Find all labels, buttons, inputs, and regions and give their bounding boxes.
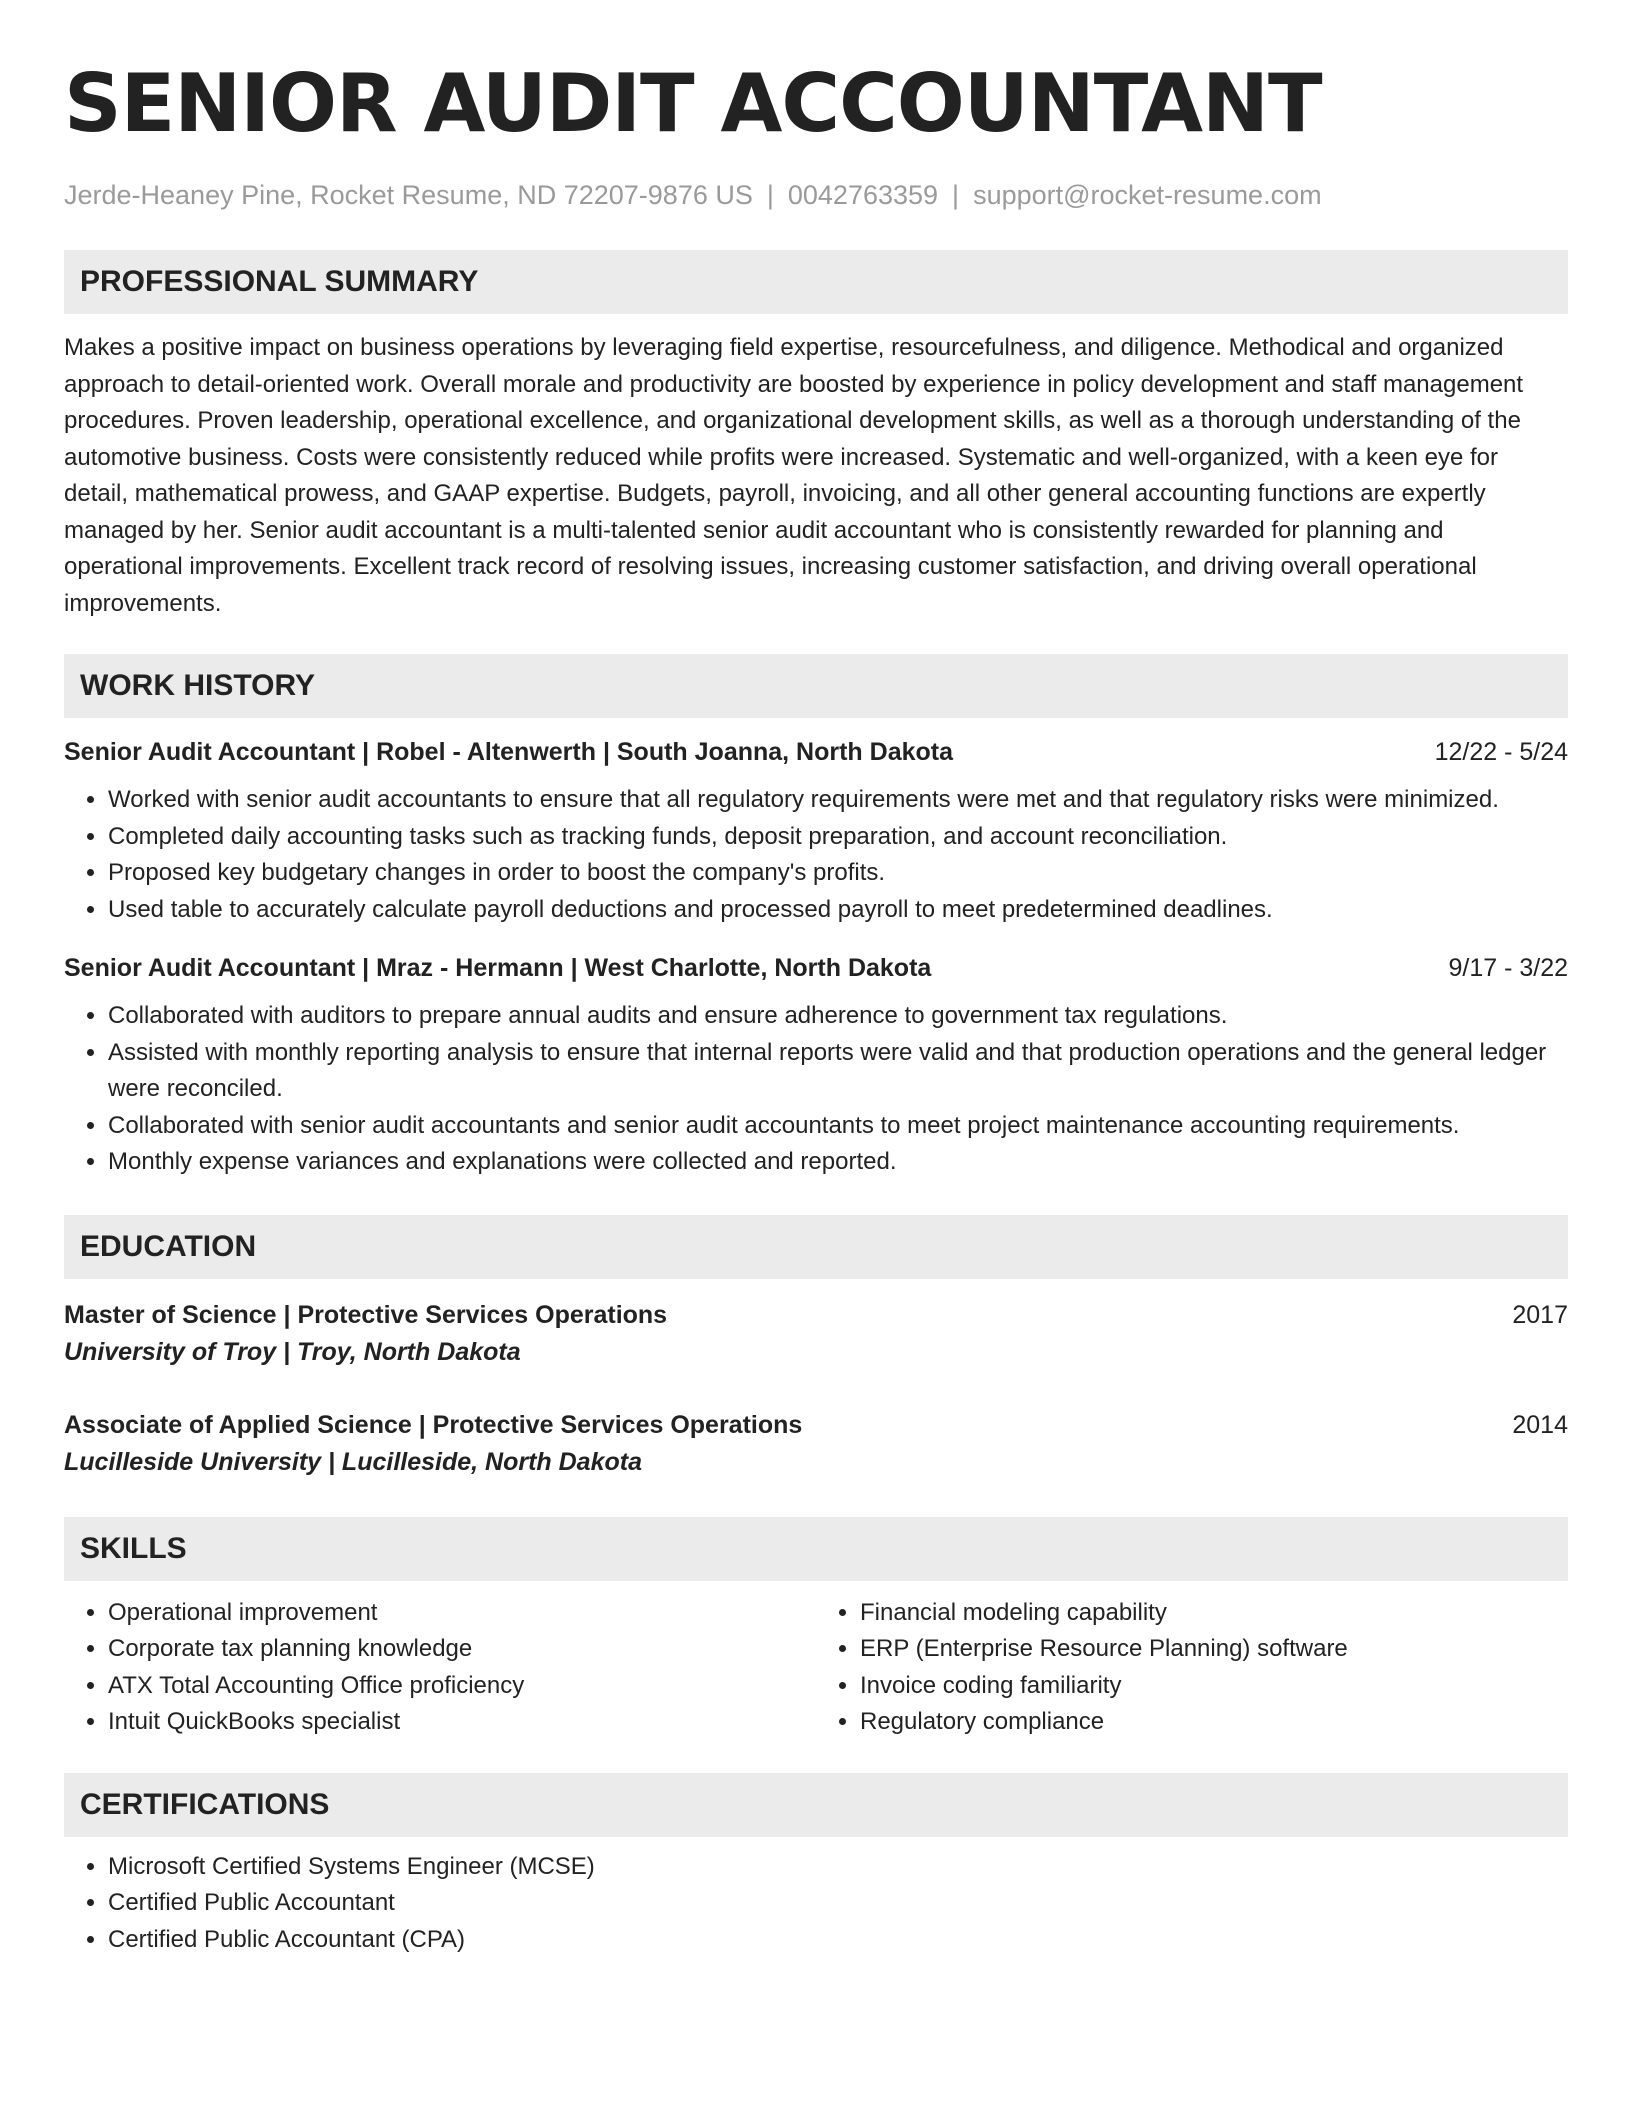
skills-column-right bbox=[816, 1595, 1568, 1741]
job-bullets bbox=[64, 782, 1568, 928]
job-dates: 9/17 - 3/22 bbox=[1448, 954, 1568, 982]
section-heading-certifications: CERTIFICATIONS bbox=[64, 1773, 1568, 1837]
education-entry bbox=[64, 1407, 1568, 1481]
certification-item: • Microsoft Certified Systems Engineer (MCSE) bbox=[108, 1849, 1568, 1886]
job-header bbox=[64, 950, 1568, 986]
job-bullets bbox=[64, 998, 1568, 1181]
job-bullet: • Collaborated with senior audit accountants and senior audit accountants to meet project maintenance accounting requirements. bbox=[108, 1108, 1568, 1145]
skill-item: • ERP (Enterprise Resource Planning) software bbox=[860, 1631, 1568, 1668]
contact-separator: | bbox=[952, 180, 960, 210]
job-title: Senior Audit Accountant | Mraz - Hermann | West Charlotte, North Dakota bbox=[64, 954, 932, 982]
job-bullet: • Worked with senior audit accountants to ensure that all regulatory requirements were met and that regulatory risks were minimized. bbox=[108, 782, 1568, 819]
skill-item: • ATX Total Accounting Office proficiency bbox=[108, 1668, 816, 1705]
job-bullet: • Collaborated with auditors to prepare annual audits and ensure adherence to government tax regulations. bbox=[108, 998, 1568, 1035]
job-bullet: • Monthly expense variances and explanations were collected and reported. bbox=[108, 1144, 1568, 1181]
job-header bbox=[64, 734, 1568, 770]
school-name: University of Troy | Troy, North Dakota bbox=[64, 1337, 521, 1366]
skill-item: • Regulatory compliance bbox=[860, 1704, 1568, 1741]
certification-item: • Certified Public Accountant (CPA) bbox=[108, 1922, 1568, 1959]
skills-column-left bbox=[64, 1595, 816, 1741]
education-header bbox=[64, 1297, 1568, 1333]
contact-phone: 0042763359 bbox=[787, 180, 939, 210]
section-heading-skills: SKILLS bbox=[64, 1517, 1568, 1581]
certification-item: • Certified Public Accountant bbox=[108, 1885, 1568, 1922]
skills-grid bbox=[64, 1595, 1568, 1741]
job-bullet: • Completed daily accounting tasks such as tracking funds, deposit preparation, and account reconciliation. bbox=[108, 819, 1568, 856]
job-bullet: • Used table to accurately calculate payroll deductions and processed payroll to meet predetermined deadlines. bbox=[108, 892, 1568, 929]
section-heading-work-history: WORK HISTORY bbox=[64, 654, 1568, 718]
skill-item: • Invoice coding familiarity bbox=[860, 1668, 1568, 1705]
certification-list bbox=[64, 1849, 1568, 1959]
contact-separator: | bbox=[766, 180, 774, 210]
education-entry bbox=[64, 1297, 1568, 1371]
job-dates: 12/22 - 5/24 bbox=[1434, 738, 1568, 766]
degree-title: Master of Science | Protective Services Operations bbox=[64, 1300, 668, 1329]
contact-line bbox=[64, 178, 1568, 212]
section-heading-summary: PROFESSIONAL SUMMARY bbox=[64, 250, 1568, 314]
skill-item: • Operational improvement bbox=[108, 1595, 816, 1632]
job-bullet: • Assisted with monthly reporting analysis to ensure that internal reports were valid and that production operations and the general ledger were reconciled. bbox=[108, 1035, 1568, 1108]
job-entry bbox=[64, 950, 1568, 1181]
skill-item: • Corporate tax planning knowledge bbox=[108, 1631, 816, 1668]
graduation-year: 2014 bbox=[1512, 1410, 1568, 1439]
school-name: Lucilleside University | Lucilleside, North Dakota bbox=[64, 1447, 642, 1476]
skill-item: • Financial modeling capability bbox=[860, 1595, 1568, 1632]
contact-email: support@rocket-resume.com bbox=[973, 180, 1322, 210]
summary-text: Makes a positive impact on business operations by leveraging field expertise, resourcefulness, and diligence. Methodical and organized approach to detail-oriented work. Overall morale and productivity are boosted by experience in policy development and staff management procedures. Proven leadership, operational excellence, and organizational development skills, as well as a thorough understanding of the automotive business. Costs were consistently reduced while profits were increased. Systematic and well-organized, with a keen eye for detail, mathematical prowess, and GAAP expertise. Budgets, payroll, invoicing, and all other general accounting functions are expertly managed by her. Senior audit accountant is a multi-talented senior audit accountant who is consistently rewarded for planning and operational improvements. Excellent track record of resolving issues, increasing customer satisfaction, and driving overall operational improvements. bbox=[64, 334, 1524, 617]
job-entry bbox=[64, 734, 1568, 928]
job-bullet: • Proposed key budgetary changes in order to boost the company's profits. bbox=[108, 855, 1568, 892]
graduation-year: 2017 bbox=[1512, 1300, 1568, 1329]
section-heading-education: EDUCATION bbox=[64, 1215, 1568, 1279]
page-title: SENIOR AUDIT ACCOUNTANT bbox=[64, 57, 1322, 150]
skill-item: • Intuit QuickBooks specialist bbox=[108, 1704, 816, 1741]
education-header bbox=[64, 1407, 1568, 1443]
job-title: Senior Audit Accountant | Robel - Altenwerth | South Joanna, North Dakota bbox=[64, 738, 954, 766]
degree-title: Associate of Applied Science | Protective Services Operations bbox=[64, 1410, 803, 1439]
contact-address: Jerde-Heaney Pine, Rocket Resume, ND 72207-9876 US bbox=[64, 180, 753, 210]
